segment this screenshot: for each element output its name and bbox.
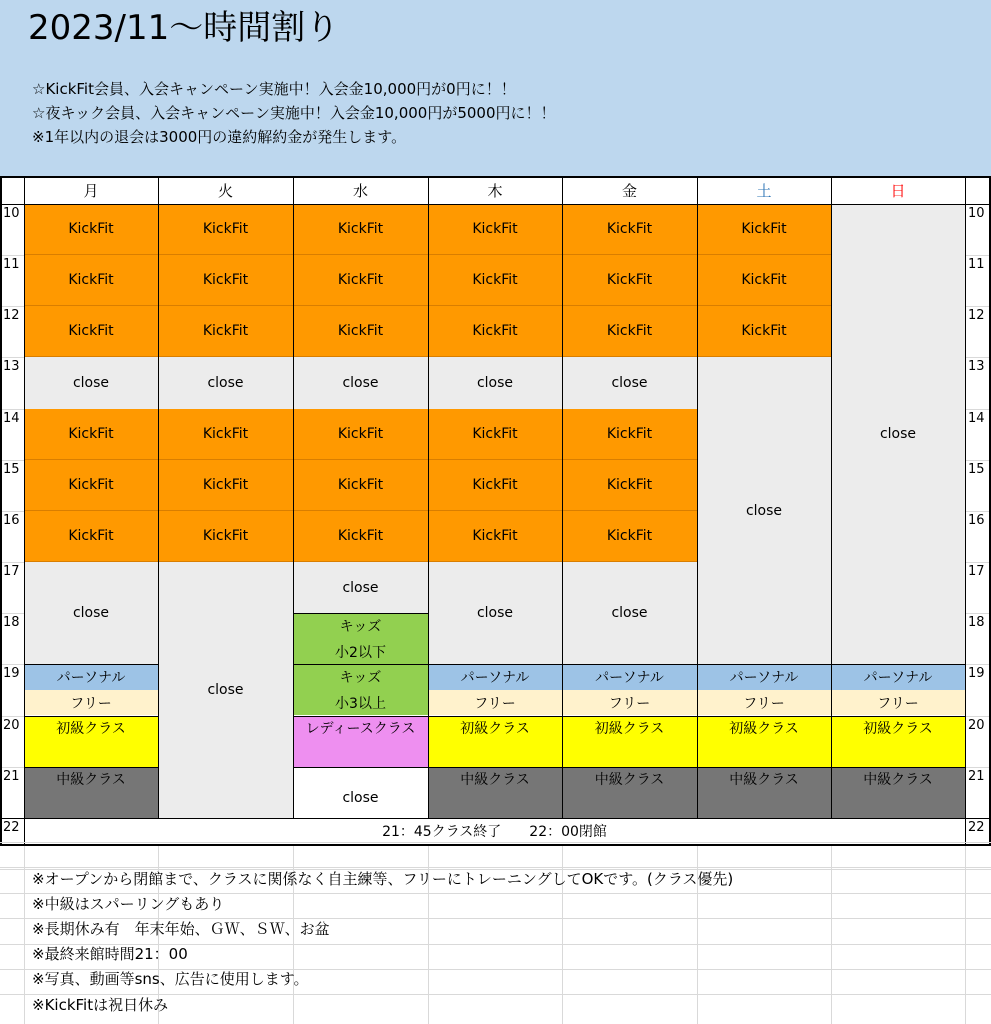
day-header: 日 — [890, 181, 906, 200]
page-title: 2023/11～時間割り — [28, 8, 340, 48]
sheet-gridline — [0, 867, 991, 868]
intermediate-class-block: 中級クラス — [697, 767, 831, 818]
ladies-class-block: レディースクラス — [293, 716, 428, 767]
sheet-gridline — [0, 969, 991, 970]
close-block: close — [293, 562, 428, 613]
day-header: 金 — [621, 181, 637, 200]
kickfit-block: KickFit — [428, 409, 562, 460]
close-block: close — [562, 357, 697, 408]
kids-under2-block: 小2以下 — [293, 639, 428, 665]
table-border — [697, 767, 831, 768]
kickfit-block: KickFit — [24, 511, 158, 562]
close-block: close — [293, 357, 428, 408]
day-header: 水 — [352, 181, 368, 200]
footer-note-2: ※中級はスパーリングもあり — [32, 895, 225, 913]
kickfit-block: KickFit — [158, 460, 293, 511]
table-border — [831, 716, 965, 717]
closing-time-row: 21：45クラス終了 22：00閉館 — [24, 818, 965, 844]
kickfit-block: KickFit — [562, 409, 697, 460]
hour-label: 20 — [3, 717, 20, 733]
sheet-gridline — [0, 918, 991, 919]
sheet-gridline — [0, 944, 991, 945]
kickfit-block: KickFit — [562, 460, 697, 511]
table-border — [428, 767, 562, 768]
hour-label: 15 — [3, 461, 20, 477]
close-block: close — [697, 357, 831, 664]
table-border — [562, 664, 697, 665]
hour-label: 13 — [3, 359, 20, 375]
day-header: 月 — [83, 181, 99, 200]
day-header: 土 — [756, 181, 772, 200]
table-border — [697, 716, 831, 717]
timetable-grid — [0, 176, 991, 840]
table-border — [24, 767, 158, 768]
hour-label: 20 — [968, 717, 985, 733]
table-border — [965, 176, 966, 844]
kickfit-block: KickFit — [697, 204, 831, 255]
kickfit-block: KickFit — [24, 255, 158, 306]
kickfit-block: KickFit — [697, 306, 831, 357]
close-block: close — [158, 562, 293, 818]
hour-label: 16 — [3, 512, 20, 528]
footer-note-6: ※KickFitは祝日休み — [32, 996, 169, 1014]
footer-note-5: ※写真、動画等sns、広告に使用します。 — [32, 970, 309, 988]
hour-label: 17 — [3, 564, 20, 580]
kids-over3-block: 小3以上 — [293, 690, 428, 716]
table-border — [0, 176, 2, 844]
kickfit-block: KickFit — [158, 511, 293, 562]
kickfit-block: KickFit — [24, 204, 158, 255]
close-block: close — [831, 204, 965, 664]
kickfit-block: KickFit — [428, 460, 562, 511]
hour-label: 21 — [968, 768, 985, 784]
table-border — [293, 176, 294, 818]
kickfit-block: KickFit — [428, 204, 562, 255]
beginner-class-block: 初級クラス — [831, 716, 965, 767]
table-border — [831, 767, 965, 768]
close-block: close — [562, 562, 697, 664]
table-border — [0, 844, 991, 846]
personal-block: パーソナル — [24, 664, 158, 690]
hour-label: 19 — [3, 666, 20, 682]
kickfit-block: KickFit — [24, 460, 158, 511]
table-border — [428, 664, 562, 665]
sheet-gridline — [0, 994, 991, 995]
table-border — [0, 818, 991, 819]
hour-label: 22 — [968, 819, 985, 835]
hour-label: 11 — [968, 257, 985, 273]
close-block: close — [24, 357, 158, 408]
free-block: フリー — [562, 690, 697, 716]
kickfit-block: KickFit — [293, 204, 428, 255]
day-header: 木 — [487, 181, 503, 200]
kickfit-block: KickFit — [158, 409, 293, 460]
kickfit-block: KickFit — [562, 204, 697, 255]
kickfit-block: KickFit — [562, 255, 697, 306]
personal-block: パーソナル — [697, 664, 831, 690]
beginner-class-block: 初級クラス — [562, 716, 697, 767]
table-border — [293, 613, 428, 614]
kickfit-block: KickFit — [697, 255, 831, 306]
free-block: フリー — [428, 690, 562, 716]
close-block: close — [158, 357, 293, 408]
table-border — [293, 767, 428, 768]
kickfit-block: KickFit — [158, 306, 293, 357]
table-border — [293, 716, 428, 717]
header-banner — [0, 0, 991, 176]
close-block: close — [428, 357, 562, 408]
hour-label: 21 — [3, 768, 20, 784]
hour-label: 11 — [3, 257, 20, 273]
hour-label: 19 — [968, 666, 985, 682]
table-border — [831, 176, 832, 818]
kickfit-block: KickFit — [293, 511, 428, 562]
intermediate-class-block: 中級クラス — [831, 767, 965, 818]
close-block: close — [293, 767, 428, 818]
day-header: 火 — [217, 181, 233, 200]
free-block: フリー — [697, 690, 831, 716]
campaign-note-1: ☆KickFit会員、入会キャンペーン実施中！入会金10,000円が0円に！！ — [32, 80, 516, 98]
campaign-note-3: ※1年以内の退会は3000円の違約解約金が発生します。 — [32, 128, 407, 146]
table-border — [158, 176, 159, 818]
kids-block: キッズ — [293, 613, 428, 639]
beginner-class-block: 初級クラス — [428, 716, 562, 767]
footer-note-3: ※長期休み有 年末年始、ＧＷ、ＳＷ、お盆 — [32, 920, 330, 938]
table-border — [562, 767, 697, 768]
hour-label: 14 — [968, 410, 985, 426]
hour-label: 16 — [968, 512, 985, 528]
table-border — [831, 664, 965, 665]
hour-label: 10 — [968, 206, 985, 221]
table-border — [562, 176, 563, 818]
intermediate-class-block: 中級クラス — [562, 767, 697, 818]
kickfit-block: KickFit — [293, 255, 428, 306]
intermediate-class-block: 中級クラス — [24, 767, 158, 818]
kickfit-block: KickFit — [428, 306, 562, 357]
personal-block: パーソナル — [831, 664, 965, 690]
kickfit-block: KickFit — [293, 460, 428, 511]
hour-label: 12 — [3, 308, 20, 324]
table-border — [562, 716, 697, 717]
kickfit-block: KickFit — [293, 409, 428, 460]
kickfit-block: KickFit — [562, 306, 697, 357]
kickfit-block: KickFit — [428, 255, 562, 306]
kids-block: キッズ — [293, 664, 428, 690]
intermediate-class-block: 中級クラス — [428, 767, 562, 818]
hour-label: 12 — [968, 308, 985, 324]
table-border — [0, 204, 991, 205]
table-border — [24, 664, 158, 665]
close-block: close — [24, 562, 158, 664]
table-border — [697, 664, 831, 665]
personal-block: パーソナル — [562, 664, 697, 690]
table-border — [0, 176, 991, 178]
beginner-class-block: 初級クラス — [24, 716, 158, 767]
kickfit-block: KickFit — [158, 255, 293, 306]
close-block: close — [428, 562, 562, 664]
hour-label: 15 — [968, 461, 985, 477]
personal-block: パーソナル — [428, 664, 562, 690]
kickfit-block: KickFit — [158, 204, 293, 255]
footer-note-4: ※最終来館時間21：00 — [32, 945, 188, 963]
hour-label: 14 — [3, 410, 20, 426]
kickfit-block: KickFit — [428, 511, 562, 562]
table-border — [428, 176, 429, 818]
campaign-note-2: ☆夜キック会員、入会キャンペーン実施中！入会金10,000円が5000円に！！ — [32, 104, 556, 122]
footer-note-1: ※オープンから閉館まで、クラスに関係なく自主練等、フリーにトレーニングしてOKです。(クラス優先) — [32, 870, 734, 888]
table-border — [24, 716, 158, 717]
hour-label: 22 — [3, 819, 20, 835]
free-block: フリー — [24, 690, 158, 716]
hour-label: 17 — [968, 564, 985, 580]
kickfit-block: KickFit — [24, 409, 158, 460]
hour-label: 13 — [968, 359, 985, 375]
kickfit-block: KickFit — [24, 306, 158, 357]
hour-label: 18 — [968, 615, 985, 631]
kickfit-block: KickFit — [562, 511, 697, 562]
sheet-gridline — [0, 842, 991, 843]
table-border — [24, 176, 25, 844]
free-block: フリー — [831, 690, 965, 716]
hour-label: 18 — [3, 615, 20, 631]
table-border — [428, 716, 562, 717]
hour-label: 10 — [3, 206, 20, 221]
table-border — [293, 664, 428, 665]
sheet-gridline — [0, 893, 991, 894]
table-border — [697, 176, 698, 818]
beginner-class-block: 初級クラス — [697, 716, 831, 767]
kickfit-block: KickFit — [293, 306, 428, 357]
